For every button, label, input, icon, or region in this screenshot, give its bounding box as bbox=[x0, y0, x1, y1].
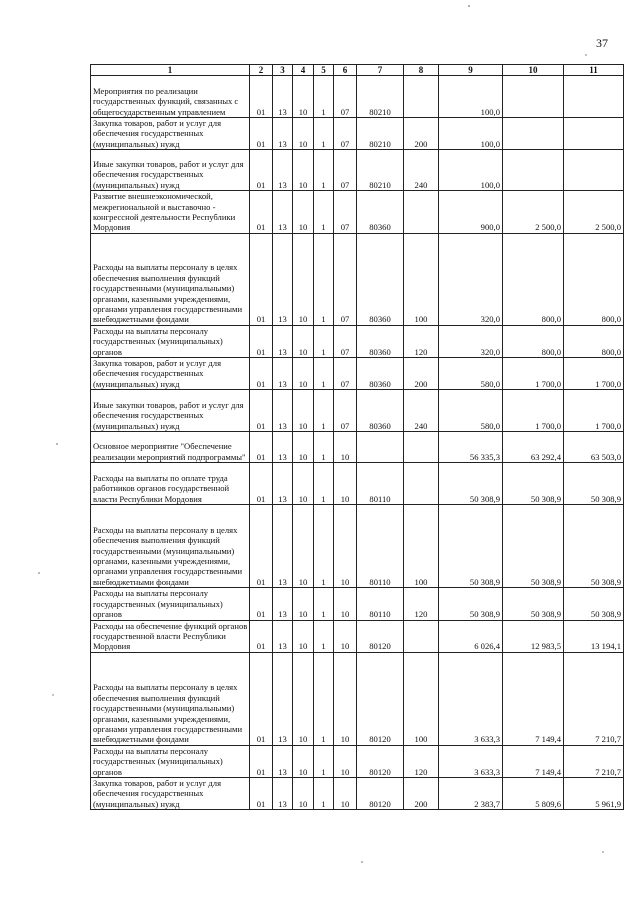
amount-year3-cell: 50 308,9 bbox=[564, 463, 624, 505]
table-row bbox=[91, 233, 624, 325]
event-code-cell: 10 bbox=[334, 777, 357, 809]
column-header: 11 bbox=[564, 65, 624, 76]
table-row bbox=[91, 76, 624, 118]
row-name-cell: Расходы на выплаты персоналу в целях обеспечения выполнения функций государственными (муниципальными) органами, казенными учреждениями, органами управления государственными внебюджетными фондами bbox=[91, 652, 250, 745]
amount-year1-cell: 3 633,3 bbox=[439, 652, 503, 745]
expense-type-cell: 200 bbox=[404, 118, 439, 150]
amount-year2-cell bbox=[503, 76, 564, 118]
direction-code-cell: 80360 bbox=[357, 325, 404, 357]
amount-year2-cell: 2 500,0 bbox=[503, 191, 564, 234]
column-header: 6 bbox=[334, 65, 357, 76]
subprogram-code-cell: 1 bbox=[314, 233, 334, 325]
amount-year1-cell: 6 026,4 bbox=[439, 620, 503, 652]
subsection-code-cell: 13 bbox=[273, 505, 293, 588]
program-code-cell: 10 bbox=[293, 745, 314, 777]
direction-code-cell: 80210 bbox=[357, 150, 404, 191]
amount-year2-cell: 63 292,4 bbox=[503, 432, 564, 463]
table-row bbox=[91, 620, 624, 652]
amount-year1-cell: 56 335,3 bbox=[439, 432, 503, 463]
subsection-code-cell: 13 bbox=[273, 325, 293, 357]
section-code-cell: 01 bbox=[250, 325, 273, 357]
event-code-cell: 10 bbox=[334, 505, 357, 588]
subsection-code-cell: 13 bbox=[273, 620, 293, 652]
event-code-cell: 10 bbox=[334, 745, 357, 777]
column-header: 5 bbox=[314, 65, 334, 76]
section-code-cell: 01 bbox=[250, 777, 273, 809]
row-name-cell: Расходы на выплаты по оплате труда работников органов государственной власти Республики Мордовия bbox=[91, 463, 250, 505]
expense-type-cell bbox=[404, 463, 439, 505]
subprogram-code-cell: 1 bbox=[314, 358, 334, 390]
direction-code-cell: 80120 bbox=[357, 620, 404, 652]
row-name-cell: Закупка товаров, работ и услуг для обеспечения государственных (муниципальных) нужд bbox=[91, 118, 250, 150]
subprogram-code-cell: 1 bbox=[314, 150, 334, 191]
amount-year1-cell: 3 633,3 bbox=[439, 745, 503, 777]
amount-year3-cell: 13 194,1 bbox=[564, 620, 624, 652]
program-code-cell: 10 bbox=[293, 652, 314, 745]
row-name-cell: Расходы на выплаты персоналу в целях обеспечения выполнения функций государственными (муниципальными) органами, казенными учреждениями, органами управления государственными внебюджетными фондами bbox=[91, 233, 250, 325]
amount-year1-cell: 100,0 bbox=[439, 76, 503, 118]
amount-year1-cell: 320,0 bbox=[439, 325, 503, 357]
event-code-cell: 07 bbox=[334, 390, 357, 432]
amount-year2-cell: 1 700,0 bbox=[503, 390, 564, 432]
event-code-cell: 07 bbox=[334, 358, 357, 390]
section-code-cell: 01 bbox=[250, 191, 273, 234]
subprogram-code-cell: 1 bbox=[314, 745, 334, 777]
amount-year2-cell: 7 149,4 bbox=[503, 745, 564, 777]
amount-year2-cell bbox=[503, 150, 564, 191]
column-header: 8 bbox=[404, 65, 439, 76]
amount-year2-cell bbox=[503, 118, 564, 150]
section-code-cell: 01 bbox=[250, 652, 273, 745]
direction-code-cell: 80110 bbox=[357, 505, 404, 588]
direction-code-cell: 80120 bbox=[357, 652, 404, 745]
subprogram-code-cell: 1 bbox=[314, 432, 334, 463]
event-code-cell: 07 bbox=[334, 76, 357, 118]
amount-year2-cell: 12 983,5 bbox=[503, 620, 564, 652]
event-code-cell: 07 bbox=[334, 191, 357, 234]
subsection-code-cell: 13 bbox=[273, 745, 293, 777]
program-code-cell: 10 bbox=[293, 390, 314, 432]
section-code-cell: 01 bbox=[250, 118, 273, 150]
row-name-cell: Основное мероприятие "Обеспечение реализации мероприятий подпрограммы" bbox=[91, 432, 250, 463]
scan-speck bbox=[56, 443, 58, 445]
amount-year2-cell: 800,0 bbox=[503, 325, 564, 357]
table-row bbox=[91, 432, 624, 463]
subprogram-code-cell: 1 bbox=[314, 652, 334, 745]
program-code-cell: 10 bbox=[293, 777, 314, 809]
event-code-cell: 10 bbox=[334, 588, 357, 620]
subsection-code-cell: 13 bbox=[273, 118, 293, 150]
expense-type-cell: 100 bbox=[404, 505, 439, 588]
amount-year2-cell: 800,0 bbox=[503, 233, 564, 325]
section-code-cell: 01 bbox=[250, 620, 273, 652]
amount-year2-cell: 5 809,6 bbox=[503, 777, 564, 809]
row-name-cell: Расходы на выплаты персоналу государственных (муниципальных) органов bbox=[91, 745, 250, 777]
subsection-code-cell: 13 bbox=[273, 358, 293, 390]
table-body bbox=[91, 76, 624, 810]
program-code-cell: 10 bbox=[293, 325, 314, 357]
expense-type-cell bbox=[404, 76, 439, 118]
amount-year1-cell: 580,0 bbox=[439, 390, 503, 432]
amount-year3-cell: 800,0 bbox=[564, 325, 624, 357]
section-code-cell: 01 bbox=[250, 150, 273, 191]
section-code-cell: 01 bbox=[250, 390, 273, 432]
subsection-code-cell: 13 bbox=[273, 233, 293, 325]
expense-type-cell: 240 bbox=[404, 150, 439, 191]
scan-speck bbox=[585, 54, 586, 55]
direction-code-cell bbox=[357, 432, 404, 463]
section-code-cell: 01 bbox=[250, 745, 273, 777]
column-header: 9 bbox=[439, 65, 503, 76]
program-code-cell: 10 bbox=[293, 191, 314, 234]
amount-year3-cell bbox=[564, 76, 624, 118]
amount-year3-cell: 7 210,7 bbox=[564, 652, 624, 745]
amount-year3-cell: 7 210,7 bbox=[564, 745, 624, 777]
table-row bbox=[91, 150, 624, 191]
subprogram-code-cell: 1 bbox=[314, 325, 334, 357]
section-code-cell: 01 bbox=[250, 76, 273, 118]
amount-year1-cell: 50 308,9 bbox=[439, 588, 503, 620]
subsection-code-cell: 13 bbox=[273, 390, 293, 432]
program-code-cell: 10 bbox=[293, 620, 314, 652]
program-code-cell: 10 bbox=[293, 76, 314, 118]
amount-year3-cell bbox=[564, 150, 624, 191]
subprogram-code-cell: 1 bbox=[314, 76, 334, 118]
amount-year1-cell: 50 308,9 bbox=[439, 463, 503, 505]
amount-year1-cell: 900,0 bbox=[439, 191, 503, 234]
program-code-cell: 10 bbox=[293, 233, 314, 325]
row-name-cell: Расходы на выплаты персоналу государственных (муниципальных) органов bbox=[91, 588, 250, 620]
scan-speck bbox=[52, 694, 53, 695]
column-header: 3 bbox=[273, 65, 293, 76]
subsection-code-cell: 13 bbox=[273, 432, 293, 463]
amount-year3-cell: 1 700,0 bbox=[564, 390, 624, 432]
expense-type-cell: 120 bbox=[404, 745, 439, 777]
subprogram-code-cell: 1 bbox=[314, 191, 334, 234]
amount-year1-cell: 50 308,9 bbox=[439, 505, 503, 588]
table-row bbox=[91, 325, 624, 357]
direction-code-cell: 80110 bbox=[357, 588, 404, 620]
subprogram-code-cell: 1 bbox=[314, 390, 334, 432]
direction-code-cell: 80210 bbox=[357, 76, 404, 118]
event-code-cell: 10 bbox=[334, 432, 357, 463]
section-code-cell: 01 bbox=[250, 463, 273, 505]
subprogram-code-cell: 1 bbox=[314, 505, 334, 588]
subsection-code-cell: 13 bbox=[273, 463, 293, 505]
expense-type-cell: 120 bbox=[404, 325, 439, 357]
table-row bbox=[91, 588, 624, 620]
amount-year1-cell: 100,0 bbox=[439, 118, 503, 150]
row-name-cell: Мероприятия по реализации государственных функций, связанных с общегосударственным управлением bbox=[91, 76, 250, 118]
table-row bbox=[91, 745, 624, 777]
budget-table bbox=[90, 64, 624, 810]
event-code-cell: 07 bbox=[334, 325, 357, 357]
expense-type-cell: 100 bbox=[404, 233, 439, 325]
subsection-code-cell: 13 bbox=[273, 76, 293, 118]
amount-year3-cell: 1 700,0 bbox=[564, 358, 624, 390]
row-name-cell: Иные закупки товаров, работ и услуг для обеспечения государственных (муниципальных) нужд bbox=[91, 150, 250, 191]
column-header-row bbox=[91, 65, 624, 76]
subprogram-code-cell: 1 bbox=[314, 620, 334, 652]
event-code-cell: 07 bbox=[334, 118, 357, 150]
subprogram-code-cell: 1 bbox=[314, 777, 334, 809]
amount-year1-cell: 100,0 bbox=[439, 150, 503, 191]
subprogram-code-cell: 1 bbox=[314, 118, 334, 150]
expense-type-cell: 200 bbox=[404, 358, 439, 390]
scan-speck bbox=[38, 572, 40, 574]
amount-year3-cell: 2 500,0 bbox=[564, 191, 624, 234]
expense-type-cell: 200 bbox=[404, 777, 439, 809]
amount-year1-cell: 580,0 bbox=[439, 358, 503, 390]
row-name-cell: Закупка товаров, работ и услуг для обеспечения государственных (муниципальных) нужд bbox=[91, 777, 250, 809]
amount-year3-cell: 800,0 bbox=[564, 233, 624, 325]
expense-type-cell: 120 bbox=[404, 588, 439, 620]
table-row bbox=[91, 777, 624, 809]
expense-type-cell: 100 bbox=[404, 652, 439, 745]
program-code-cell: 10 bbox=[293, 463, 314, 505]
section-code-cell: 01 bbox=[250, 588, 273, 620]
amount-year1-cell: 320,0 bbox=[439, 233, 503, 325]
direction-code-cell: 80120 bbox=[357, 745, 404, 777]
section-code-cell: 01 bbox=[250, 432, 273, 463]
row-name-cell: Расходы на выплаты персоналу в целях обеспечения выполнения функций государственными (муниципальными) органами, казенными учреждениями, органами управления государственными внебюджетными фондами bbox=[91, 505, 250, 588]
direction-code-cell: 80360 bbox=[357, 233, 404, 325]
section-code-cell: 01 bbox=[250, 233, 273, 325]
column-header: 7 bbox=[357, 65, 404, 76]
program-code-cell: 10 bbox=[293, 505, 314, 588]
subsection-code-cell: 13 bbox=[273, 588, 293, 620]
subsection-code-cell: 13 bbox=[273, 191, 293, 234]
amount-year2-cell: 1 700,0 bbox=[503, 358, 564, 390]
section-code-cell: 01 bbox=[250, 505, 273, 588]
column-header: 2 bbox=[250, 65, 273, 76]
amount-year3-cell: 5 961,9 bbox=[564, 777, 624, 809]
event-code-cell: 10 bbox=[334, 463, 357, 505]
subsection-code-cell: 13 bbox=[273, 777, 293, 809]
event-code-cell: 10 bbox=[334, 652, 357, 745]
column-header: 10 bbox=[503, 65, 564, 76]
column-header: 1 bbox=[91, 65, 250, 76]
event-code-cell: 10 bbox=[334, 620, 357, 652]
event-code-cell: 07 bbox=[334, 150, 357, 191]
program-code-cell: 10 bbox=[293, 588, 314, 620]
event-code-cell: 07 bbox=[334, 233, 357, 325]
section-code-cell: 01 bbox=[250, 358, 273, 390]
scan-speck bbox=[602, 851, 603, 852]
column-header: 4 bbox=[293, 65, 314, 76]
direction-code-cell: 80210 bbox=[357, 118, 404, 150]
expense-type-cell bbox=[404, 432, 439, 463]
amount-year3-cell: 50 308,9 bbox=[564, 505, 624, 588]
table-row bbox=[91, 652, 624, 745]
amount-year3-cell: 63 503,0 bbox=[564, 432, 624, 463]
expense-type-cell: 240 bbox=[404, 390, 439, 432]
amount-year3-cell bbox=[564, 118, 624, 150]
expense-type-cell bbox=[404, 191, 439, 234]
row-name-cell: Развитие внешнеэкономической, межрегиональной и выставочно - конгрессной деятельности Республики Мордовия bbox=[91, 191, 250, 234]
scan-speck bbox=[361, 861, 363, 863]
program-code-cell: 10 bbox=[293, 432, 314, 463]
table-row bbox=[91, 358, 624, 390]
amount-year2-cell: 50 308,9 bbox=[503, 463, 564, 505]
direction-code-cell: 80360 bbox=[357, 390, 404, 432]
table-row bbox=[91, 191, 624, 234]
row-name-cell: Расходы на выплаты персоналу государственных (муниципальных) органов bbox=[91, 325, 250, 357]
direction-code-cell: 80120 bbox=[357, 777, 404, 809]
row-name-cell: Расходы на обеспечение функций органов государственной власти Республики Мордовия bbox=[91, 620, 250, 652]
expense-type-cell bbox=[404, 620, 439, 652]
table-row bbox=[91, 118, 624, 150]
table-row bbox=[91, 463, 624, 505]
scan-speck bbox=[468, 5, 470, 7]
row-name-cell: Закупка товаров, работ и услуг для обеспечения государственных (муниципальных) нужд bbox=[91, 358, 250, 390]
page-number: 37 bbox=[596, 36, 608, 50]
subsection-code-cell: 13 bbox=[273, 652, 293, 745]
amount-year2-cell: 50 308,9 bbox=[503, 505, 564, 588]
program-code-cell: 10 bbox=[293, 150, 314, 191]
direction-code-cell: 80110 bbox=[357, 463, 404, 505]
amount-year2-cell: 50 308,9 bbox=[503, 588, 564, 620]
program-code-cell: 10 bbox=[293, 118, 314, 150]
amount-year3-cell: 50 308,9 bbox=[564, 588, 624, 620]
amount-year1-cell: 2 383,7 bbox=[439, 777, 503, 809]
program-code-cell: 10 bbox=[293, 358, 314, 390]
amount-year2-cell: 7 149,4 bbox=[503, 652, 564, 745]
table-row bbox=[91, 390, 624, 432]
subprogram-code-cell: 1 bbox=[314, 588, 334, 620]
table-row bbox=[91, 505, 624, 588]
direction-code-cell: 80360 bbox=[357, 191, 404, 234]
subprogram-code-cell: 1 bbox=[314, 463, 334, 505]
direction-code-cell: 80360 bbox=[357, 358, 404, 390]
subsection-code-cell: 13 bbox=[273, 150, 293, 191]
row-name-cell: Иные закупки товаров, работ и услуг для обеспечения государственных (муниципальных) нужд bbox=[91, 390, 250, 432]
